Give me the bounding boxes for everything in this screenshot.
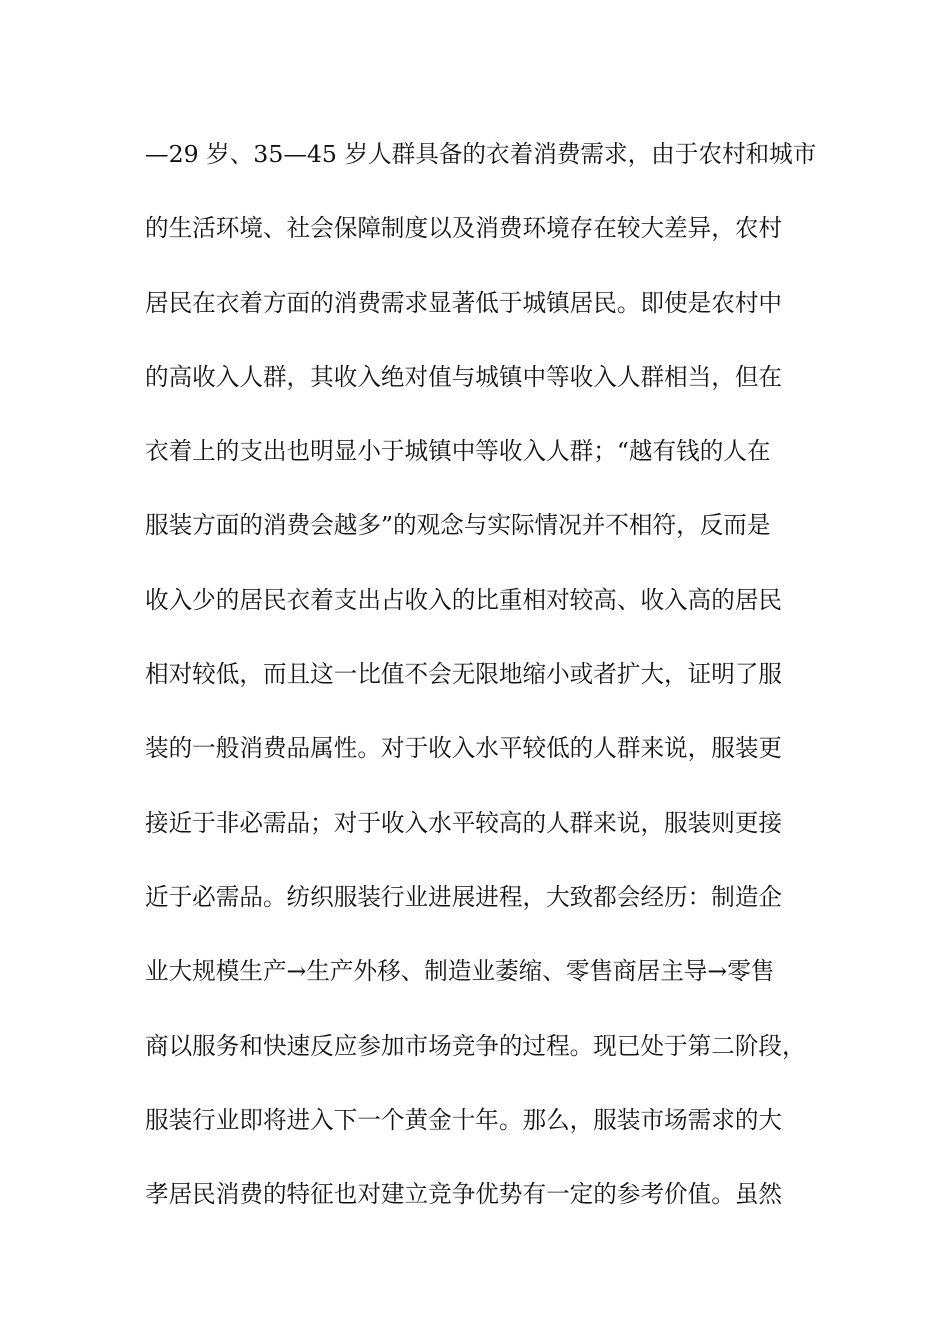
text-line-14: 服装行业即将进入下一个黄金十年。那么，服装市场需求的大 — [145, 1105, 783, 1134]
text-line-2: 的生活环境、社会保障制度以及消费环境存在较大差异，农村 — [145, 214, 783, 243]
text-line-1: —29 岁、35—45 岁人群具备的衣着消费需求，由于农村和城市 — [145, 140, 817, 168]
text-line-12: 业大规模生产→生产外移、制造业萎缩、零售商居主导→零售 — [145, 957, 775, 986]
text-line-6: 服装方面的消费会越多”的观念与实际情况并不相符，反而是 — [145, 511, 771, 540]
text-line-10: 接近于非必需品；对于收入水平较高的人群来说，服装则更接 — [145, 808, 783, 837]
text-line-5: 衣着上的支出也明显小于城镇中等收入人群；“越有钱的人在 — [145, 437, 771, 466]
text-line-4: 的高收入人群，其收入绝对值与城镇中等收入人群相当，但在 — [145, 362, 783, 391]
text-line-8: 相对较低，而且这一比值不会无限地缩小或者扩大，证明了服 — [145, 660, 783, 689]
text-line-15: 孝居民消费的特征也对建立竞争优势有一定的参考价值。虽然 — [145, 1180, 783, 1209]
text-line-3: 居民在衣着方面的消费需求显著低于城镇居民。即使是农村中 — [145, 288, 783, 317]
text-line-9: 装的一般消费品属性。对于收入水平较低的人群来说，服装更 — [145, 734, 783, 763]
text-line-7: 收入少的居民衣着支出占收入的比重相对较高、收入高的居民 — [145, 585, 783, 614]
text-line-11: 近于必需品。纺织服装行业进展进程，大致都会经历：制造企 — [145, 882, 783, 911]
text-line-13: 商以服务和快速反应参加市场竞争的过程。现已处于第二阶段， — [145, 1031, 806, 1060]
body-text — [145, 128, 845, 1242]
